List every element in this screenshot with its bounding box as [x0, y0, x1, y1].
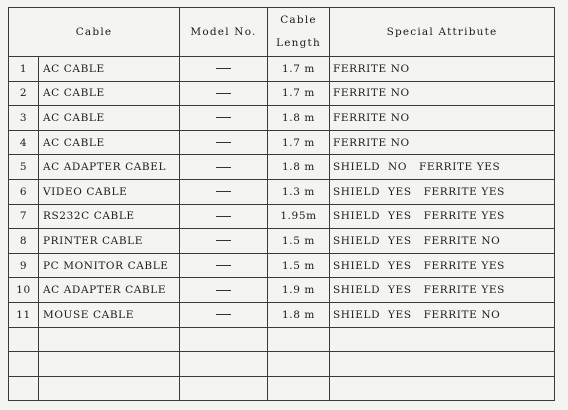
attribute-primary: FERRITE NO: [333, 62, 410, 75]
empty-cell: [268, 376, 330, 401]
table-row: [9, 130, 555, 155]
row-number-cell: 2: [9, 81, 39, 106]
header-cable-length-line2: Length: [276, 37, 321, 49]
cable-length-cell: 1.5 m: [268, 229, 330, 254]
header-cable: Cable: [9, 8, 180, 57]
row-number-cell: 5: [9, 155, 39, 180]
model-no-dash: [216, 216, 231, 217]
cable-name-cell: PC MONITOR CABLE: [39, 253, 180, 278]
cable-name-cell: AC CABLE: [39, 57, 180, 82]
table-header-row: [9, 8, 555, 57]
cable-attribute-table: [8, 7, 555, 401]
cable-length-cell: 1.3 m: [268, 179, 330, 204]
header-model-no: Model No.: [180, 8, 268, 57]
row-number-cell: 4: [9, 130, 39, 155]
cable-name-cell: AC CABLE: [39, 81, 180, 106]
special-attribute-cell: [330, 229, 555, 254]
attribute-primary: FERRITE NO: [333, 87, 410, 100]
table-row: [9, 278, 555, 303]
attribute-primary: SHIELD YES: [333, 284, 412, 297]
cable-length-cell: 1.7 m: [268, 57, 330, 82]
model-no-cell: [180, 81, 268, 106]
empty-cell: [330, 352, 555, 377]
cable-name-cell: AC ADAPTER CABEL: [39, 155, 180, 180]
model-no-dash: [216, 93, 231, 94]
cable-length-cell: 1.9 m: [268, 278, 330, 303]
attribute-secondary: FERRITE YES: [423, 259, 505, 272]
attribute-primary: SHIELD YES: [333, 210, 412, 223]
cable-name-cell: AC CABLE: [39, 130, 180, 155]
cable-name-cell: RS232C CABLE: [39, 204, 180, 229]
empty-cell: [180, 352, 268, 377]
empty-cell: [9, 376, 39, 401]
empty-cell: [330, 376, 555, 401]
cable-length-cell: 1.5 m: [268, 253, 330, 278]
special-attribute-cell: [330, 278, 555, 303]
model-no-cell: [180, 253, 268, 278]
table-row: [9, 302, 555, 327]
special-attribute-cell: [330, 155, 555, 180]
model-no-cell: [180, 106, 268, 131]
model-no-cell: [180, 204, 268, 229]
cable-length-cell: 1.95m: [268, 204, 330, 229]
row-number-cell: 8: [9, 229, 39, 254]
attribute-secondary: FERRITE NO: [423, 234, 501, 247]
table-row: [9, 57, 555, 82]
row-number-cell: 1: [9, 57, 39, 82]
model-no-dash: [216, 314, 231, 315]
special-attribute-cell: [330, 253, 555, 278]
attribute-primary: SHIELD YES: [333, 259, 412, 272]
attribute-secondary: FERRITE NO: [423, 308, 501, 321]
model-no-dash: [216, 68, 231, 69]
model-no-dash: [216, 167, 231, 168]
special-attribute-cell: [330, 57, 555, 82]
attribute-secondary: FERRITE YES: [419, 161, 501, 174]
attribute-secondary: FERRITE YES: [423, 210, 505, 223]
header-special-attribute: Special Attribute: [330, 8, 555, 57]
attribute-primary: SHIELD NO: [333, 161, 408, 174]
cable-length-cell: 1.8 m: [268, 106, 330, 131]
special-attribute-cell: [330, 204, 555, 229]
cable-length-cell: 1.8 m: [268, 155, 330, 180]
row-number-cell: 10: [9, 278, 39, 303]
empty-table-row: [9, 327, 555, 352]
model-no-cell: [180, 130, 268, 155]
header-cable-length-line1: Cable: [280, 14, 317, 26]
cable-length-cell: 1.7 m: [268, 81, 330, 106]
empty-cell: [39, 352, 180, 377]
table-row: [9, 106, 555, 131]
model-no-cell: [180, 278, 268, 303]
special-attribute-cell: [330, 302, 555, 327]
empty-cell: [180, 327, 268, 352]
special-attribute-cell: [330, 81, 555, 106]
cable-name-cell: VIDEO CABLE: [39, 179, 180, 204]
cable-name-cell: AC ADAPTER CABLE: [39, 278, 180, 303]
special-attribute-cell: [330, 130, 555, 155]
table-row: [9, 155, 555, 180]
empty-cell: [39, 327, 180, 352]
table-row: [9, 204, 555, 229]
attribute-secondary: FERRITE YES: [423, 284, 505, 297]
empty-cell: [180, 376, 268, 401]
row-number-cell: 7: [9, 204, 39, 229]
special-attribute-cell: [330, 179, 555, 204]
attribute-secondary: FERRITE YES: [423, 185, 505, 198]
attribute-primary: FERRITE NO: [333, 111, 410, 124]
model-no-cell: [180, 229, 268, 254]
attribute-primary: SHIELD YES: [333, 308, 412, 321]
empty-cell: [330, 327, 555, 352]
special-attribute-cell: [330, 106, 555, 131]
row-number-cell: 9: [9, 253, 39, 278]
cable-length-cell: 1.8 m: [268, 302, 330, 327]
model-no-cell: [180, 179, 268, 204]
empty-cell: [9, 352, 39, 377]
cable-name-cell: MOUSE CABLE: [39, 302, 180, 327]
cable-length-cell: 1.7 m: [268, 130, 330, 155]
empty-cell: [39, 376, 180, 401]
empty-cell: [268, 327, 330, 352]
row-number-cell: 11: [9, 302, 39, 327]
model-no-cell: [180, 57, 268, 82]
table-body: [9, 57, 555, 401]
model-no-dash: [216, 265, 231, 266]
model-no-dash: [216, 142, 231, 143]
attribute-primary: SHIELD YES: [333, 234, 412, 247]
table-row: [9, 81, 555, 106]
model-no-cell: [180, 302, 268, 327]
attribute-primary: FERRITE NO: [333, 136, 410, 149]
row-number-cell: 3: [9, 106, 39, 131]
table-row: [9, 179, 555, 204]
model-no-dash: [216, 240, 231, 241]
model-no-dash: [216, 117, 231, 118]
model-no-dash: [216, 191, 231, 192]
attribute-primary: SHIELD YES: [333, 185, 412, 198]
model-no-dash: [216, 290, 231, 291]
empty-cell: [9, 327, 39, 352]
table-row: [9, 229, 555, 254]
empty-cell: [268, 352, 330, 377]
empty-table-row: [9, 352, 555, 377]
row-number-cell: 6: [9, 179, 39, 204]
cable-name-cell: PRINTER CABLE: [39, 229, 180, 254]
empty-table-row: [9, 376, 555, 401]
cable-name-cell: AC CABLE: [39, 106, 180, 131]
model-no-cell: [180, 155, 268, 180]
table-row: [9, 253, 555, 278]
header-cable-length: [268, 8, 330, 57]
